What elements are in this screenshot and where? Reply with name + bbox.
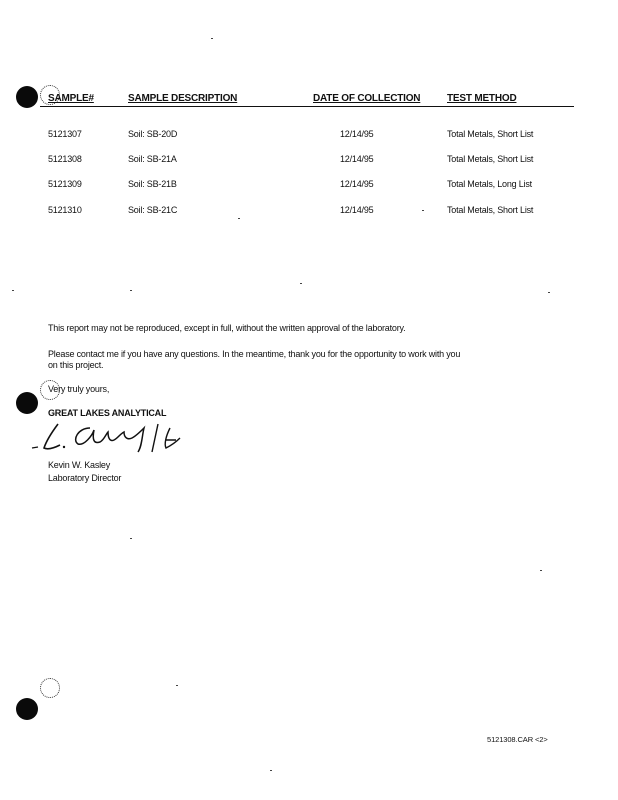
cell-test-method: Total Metals, Short List [447,205,534,215]
scan-speck [238,218,240,219]
cell-sample-number: 5121308 [48,154,82,164]
header-date-of-collection: DATE OF COLLECTION [313,93,421,104]
scan-speck [300,283,302,284]
cell-description: Soil: SB-21A [128,154,177,164]
cell-sample-number: 5121310 [48,205,82,215]
cell-test-method: Total Metals, Long List [447,179,532,189]
page-reference: 5121308.CAR <2> [487,735,548,744]
contact-line-2: on this project. [48,360,104,370]
scan-speck [176,685,178,686]
cell-date: 12/14/95 [340,154,374,164]
cell-test-method: Total Metals, Short List [447,154,534,164]
cell-description: Soil: SB-20D [128,129,178,139]
cell-sample-number: 5121309 [48,179,82,189]
signer-name: Kevin W. Kasley [48,460,111,470]
signature-image [30,418,190,458]
header-test-method: TEST METHOD [447,93,517,104]
header-sample-number: SAMPLE# [48,93,94,104]
punch-hole-middle [16,392,38,414]
punch-hole-top [16,86,38,108]
cell-sample-number: 5121307 [48,129,82,139]
scan-speck [548,292,550,293]
cell-date: 12/14/95 [340,179,374,189]
cell-date: 12/14/95 [340,129,374,139]
scan-speck [130,290,132,291]
scan-speck [12,290,14,291]
punch-hole-bottom [16,698,38,720]
signer-title: Laboratory Director [48,473,122,483]
reproduction-notice: This report may not be reproduced, except in full, without the written approval of the laboratory. [48,323,406,333]
cell-description: Soil: SB-21C [128,205,178,215]
punch-ring-bottom [40,678,60,698]
company-name: GREAT LAKES ANALYTICAL [48,408,167,418]
cell-test-method: Total Metals, Short List [447,129,534,139]
scan-speck [422,210,424,211]
scan-speck [540,570,542,571]
scan-speck [270,770,272,771]
salutation: Very truly yours, [48,384,110,394]
scan-speck [130,538,132,539]
header-sample-description: SAMPLE DESCRIPTION [128,93,238,104]
contact-line-1: Please contact me if you have any questions. In the meantime, thank you for the opportunity to work with you [48,349,461,359]
header-rule [40,106,574,107]
cell-description: Soil: SB-21B [128,179,177,189]
scan-speck [211,38,213,39]
cell-date: 12/14/95 [340,205,374,215]
